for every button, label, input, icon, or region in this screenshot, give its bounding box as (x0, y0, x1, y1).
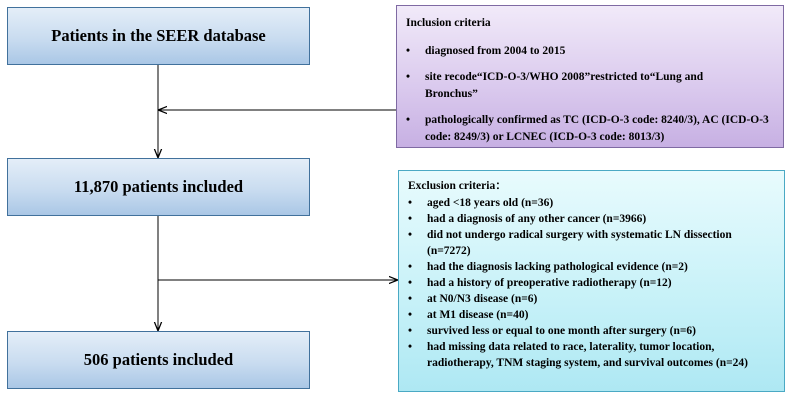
exclusion-item-text: survived less or equal to one month after surgery (n=6) (427, 325, 697, 337)
inclusion-criteria-title: Inclusion criteria (406, 17, 491, 29)
bullet-icon: • (408, 309, 413, 321)
bullet-icon: • (406, 114, 411, 126)
bullet-icon: • (408, 341, 413, 353)
included-label-1: 11,870 patients included (73, 177, 244, 196)
inclusion-item-text: diagnosed from 2004 to 2015 (425, 45, 566, 57)
exclusion-item-text: at N0/N3 disease (n=6) (427, 293, 538, 305)
bullet-icon: • (408, 277, 413, 289)
exclusion-item-text: had a history of preoperative radiotherapy (n=12) (427, 277, 672, 289)
exclusion-item-text: had missing data related to race, laterality, tumor location, radiotherapy, TNM staging system, and survival outcomes (n=24) (427, 341, 749, 369)
bullet-icon: • (408, 325, 413, 337)
exclusion-item-text: did not undergo radical surgery with systematic LN dissection (n=7272) (427, 229, 732, 257)
exclusion-criteria-title: Exclusion criteria： (408, 180, 507, 192)
bullet-icon: • (408, 229, 413, 241)
included-label-2: 506 patients included (83, 350, 234, 369)
inclusion-item-text: site recode“ICD-O-3/WHO 2008”restricted to“Lung and Bronchus” (425, 71, 704, 100)
bullet-icon: • (406, 71, 411, 83)
bullet-icon: • (408, 197, 413, 209)
exclusion-item-text: had the diagnosis lacking pathological evidence (n=2) (427, 261, 688, 273)
bullet-icon: • (408, 261, 413, 273)
bullet-icon: • (408, 293, 413, 305)
bullet-icon: • (408, 213, 413, 225)
exclusion-item-text: had a diagnosis of any other cancer (n=3966) (427, 213, 647, 225)
bullet-icon: • (406, 45, 411, 57)
exclusion-item-text: at M1 disease (n=40) (427, 309, 529, 321)
exclusion-item-text: aged <18 years old (n=36) (427, 197, 554, 209)
inclusion-item-text: pathologically confirmed as TC (ICD-O-3 code: 8240/3), AC (ICD-O-3 code: 8249/3) or LCNEC (ICD-O-3 code: 8013/3) (425, 114, 769, 143)
seer-database-label: Patients in the SEER database (51, 26, 266, 45)
